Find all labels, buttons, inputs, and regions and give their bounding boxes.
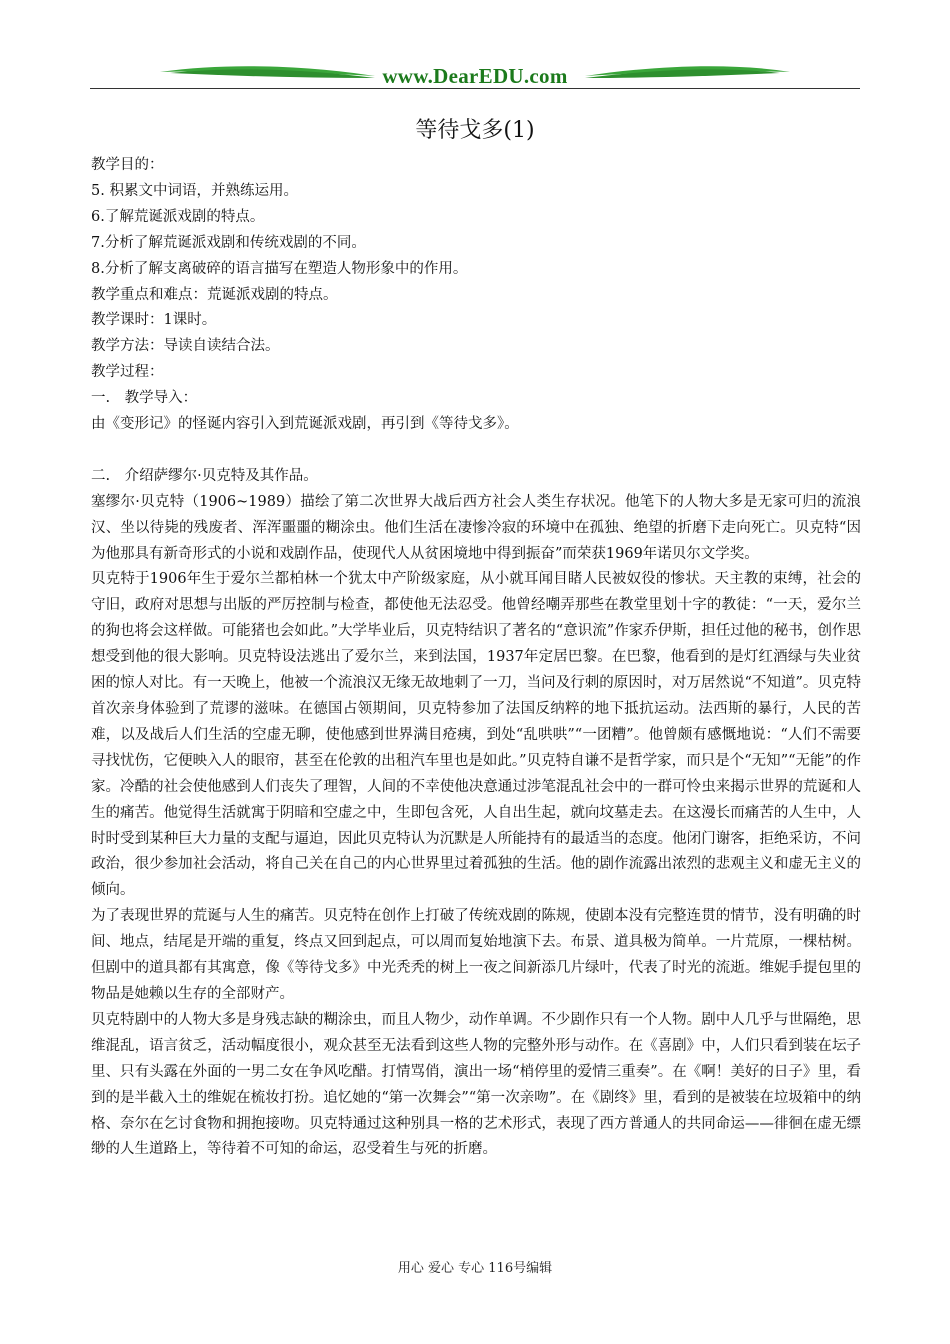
goal-8: 8.分析了解支离破碎的语言描写在塑造人物形象中的作用。 — [91, 260, 468, 277]
section-2-heading: 二. 介绍萨缪尔·贝克特及其作品。 — [91, 467, 318, 484]
goal-heading: 教学目的： — [91, 157, 164, 173]
teaching-method: 教学方法：导读自读结合法。 — [91, 338, 280, 355]
document-body — [91, 153, 861, 1163]
section-1-text: 由《变形记》的怪诞内容引入到荒诞派戏剧，再引到《等待戈多》。 — [91, 416, 519, 433]
page-footer: 用心 爱心 专心 116号编辑 — [397, 1261, 553, 1276]
site-header — [90, 58, 860, 90]
process-heading: 教学过程： — [91, 364, 164, 381]
key-points: 教学重点和难点：荒诞派戏剧的特点。 — [91, 286, 338, 303]
paragraph-intro: 塞缪尔·贝克特（1906~1989）描绘了第二次世界大战后西方社会人类生存状况。他笔下的人物大多是无家可归的流浪汉、坐以待毙的残废者、浑浑噩噩的糊涂虫。他们生活在凄惨冷寂的环境中在孤独、绝望的折磨下走向死亡。贝克特“因为他那具有新奇形式的小说和戏剧作品，使现代人从贫困境地中得到振奋”而荣获1969年诺贝尔文学奖。 — [91, 493, 861, 562]
paragraph-style: 为了表现世界的荒诞与人生的痛苦。贝克特在创作上打破了传统戏剧的陈规，使剧本没有完整连贯的情节，没有明确的时间、地点，结尾是开端的重复，终点又回到起点，可以周而复始地演下去。布景、道具极为简单。一片荒原，一棵枯树。但剧中的道具都有其寓意，像《等待戈多》中光秃秃的树上一夜之间新添几片绿叶，代表了时光的流逝。维妮手提包里的物品是她赖以生存的全部财产。 — [91, 908, 861, 1002]
header-rule — [90, 88, 860, 89]
class-hours: 教学课时：1课时。 — [91, 312, 217, 329]
blank-line — [91, 438, 861, 464]
paragraph-characters: 贝克特剧中的人物大多是身残志缺的糊涂虫，而且人物少，动作单调。不少剧作只有一个人物。剧中人几乎与世隔绝，思维混乱，语言贫乏，活动幅度很小，观众甚至无法看到这些人物的完整外形与动作。在《喜剧》中，人们只看到装在坛子里、只有头露在外面的一男二女在争风吃醋。打情骂俏，演出一场“梢停里的爱情三重奏”。在《啊！美好的日子》里，看到的是半截入土的维妮在梳妆打扮。追忆她的“第一次舞会”“第一次亲吻”。在《剧终》里，看到的是被装在垃圾箱中的纳格、奈尔在乞讨食物和拥抱接吻。贝克特通过这种别具一格的艺术形式，表现了西方普通人的共同命运——徘徊在虚无缥缈的人生道路上，等待着不可知的命运，忍受着生与死的折磨。 — [91, 1011, 861, 1158]
page-title: 等待戈多(1) — [415, 118, 535, 143]
section-1-heading: 一. 教学导入： — [91, 390, 198, 407]
site-logo-text[interactable]: www.DearEDU.com — [382, 64, 568, 88]
goal-6: 6.了解荒诞派戏剧的特点。 — [91, 208, 265, 225]
goal-7: 7.分析了解荒诞派戏剧和传统戏剧的不同。 — [91, 234, 366, 251]
paragraph-biography: 贝克特于1906年生于爱尔兰都柏林一个犹太中产阶级家庭，从小就耳闻目睹人民被奴役的惨状。天主教的束缚，社会的守旧，政府对思想与出版的严厉控制与检查，都使他无法忍受。他曾经嘲弄那些在教堂里划十字的教徒：“一天，爱尔兰的狗也将会这样做。可能猪也会如此。”大学毕业后，贝克特结识了著名的“意识流”作家乔伊斯，担任过他的秘书，创作思想受到他的很大影响。贝克特设法逃出了爱尔兰，来到法国，1937年定居巴黎。在巴黎，他看到的是灯红酒绿与失业贫困的惊人对比。有一天晚上，他被一个流浪汉无缘无故地刺了一刀，当问及行刺的原因时，对万居然说“不知道”。贝克特首次亲身体验到了荒谬的滋味。在德国占领期间，贝克特参加了法国反纳粹的地下抵抗运动。法西斯的暴行，人民的苦难，以及战后人们生活的空虚无聊，使他感到世界满目疮痍，到处“乱哄哄”“一团糟”。他曾颇有感慨地说：“人们不需要寻找忧伤，它便映入人的眼帘，甚至在伦敦的出租汽车里也是如此。”贝克特自谦不是哲学家，而只是个“无知”“无能”的作家。冷酷的社会使他感到人们丧失了理智，人间的不幸使他决意通过涉笔混乱社会中的一群可怜虫来揭示世界的荒诞和人生的痛苦。他觉得生活就寓于阴暗和空虚之中，生即包含死，人自出生起，就向坟墓走去。在这漫长而痛苦的人生中，人时时受到某种巨大力量的支配与逼迫，因此贝克特认为沉默是人所能持有的最适当的态度。他闭门谢客，拒绝采访，不问政治，很少参加社会活动，将自己关在自己的内心世界里过着孤独的生活。他的剧作流露出浓烈的悲观主义和虚无主义的倾向。 — [91, 571, 861, 899]
goal-5: 5. 积累文中词语，并熟练运用。 — [91, 182, 298, 199]
